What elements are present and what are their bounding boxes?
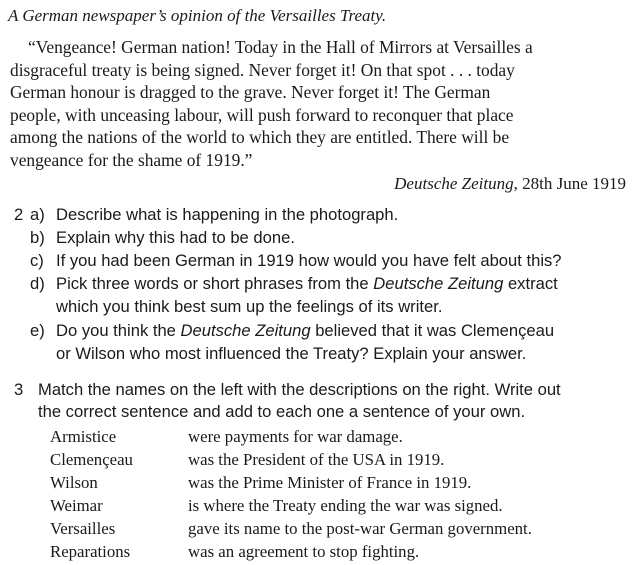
question-instruction: Match the names on the left with the descriptions on the right. Write out [38, 380, 561, 399]
match-description: were payments for war damage. [188, 427, 403, 446]
question-text: which you think best sum up the feelings of its writer. [56, 297, 443, 316]
question-number: 2 [14, 205, 24, 224]
quote-line: disgraceful treaty is being signed. Never forget it! On that spot . . . today [10, 59, 515, 80]
quote-line: among the nations of the world to which they are entitled. There will be [10, 127, 510, 147]
question-letter: d) [30, 274, 45, 293]
question-text: or Wilson who most influenced the Treaty? Explain your answer. [56, 344, 527, 363]
newspaper-name: Deutsche Zeitung [394, 174, 514, 193]
quote-line: German honour is dragged to the grave. Never forget it! The German [10, 82, 491, 102]
source-caption: A German newspaper’s opinion of the Versailles Treaty. [8, 6, 387, 25]
question-text: If you had been German in 1919 how would you have felt about this? [56, 251, 562, 270]
question-instruction: the correct sentence and add to each one a sentence of your own. [38, 402, 526, 421]
match-term: Reparations [50, 542, 131, 561]
publication-date: , 28th June 1919 [513, 174, 626, 193]
match-term: Versailles [50, 519, 116, 538]
match-term: Clemençeau [50, 450, 133, 469]
quote-line: people, with unceasing labour, will push forward to reconquer that place [10, 104, 514, 125]
match-description: was the Prime Minister of France in 1919. [188, 473, 472, 492]
question-letter: b) [30, 228, 45, 247]
question-letter: c) [30, 251, 44, 270]
match-description: was the President of the USA in 1919. [188, 450, 445, 469]
newspaper-name: Deutsche Zeitung [373, 274, 504, 293]
quote-line: “Vengeance! German nation! Today in the Hall of Mirrors at Versailles a [28, 37, 533, 57]
question-letter: a) [30, 205, 45, 224]
match-term: Wilson [50, 473, 98, 492]
match-description: was an agreement to stop fighting. [188, 542, 420, 561]
match-term: Armistice [50, 427, 117, 446]
newspaper-quote [10, 36, 626, 171]
question-text: Do you think the Deutsche Zeitung believed that it was Clemençeau [56, 321, 555, 340]
question-letter: e) [30, 321, 45, 340]
question-number: 3 [14, 380, 24, 399]
quote-line: vengeance for the shame of 1919.” [10, 149, 253, 170]
question-text: Explain why this had to be done. [56, 228, 295, 247]
question-text: Pick three words or short phrases from the Deutsche Zeitung extract [56, 274, 558, 293]
match-term: Weimar [50, 496, 103, 515]
match-description: is where the Treaty ending the war was signed. [188, 496, 503, 515]
question-text: Describe what is happening in the photograph. [56, 205, 399, 224]
quote-attribution [394, 174, 626, 194]
newspaper-name: Deutsche Zeitung [180, 321, 311, 340]
match-description: gave its name to the post-war German government. [188, 519, 532, 538]
